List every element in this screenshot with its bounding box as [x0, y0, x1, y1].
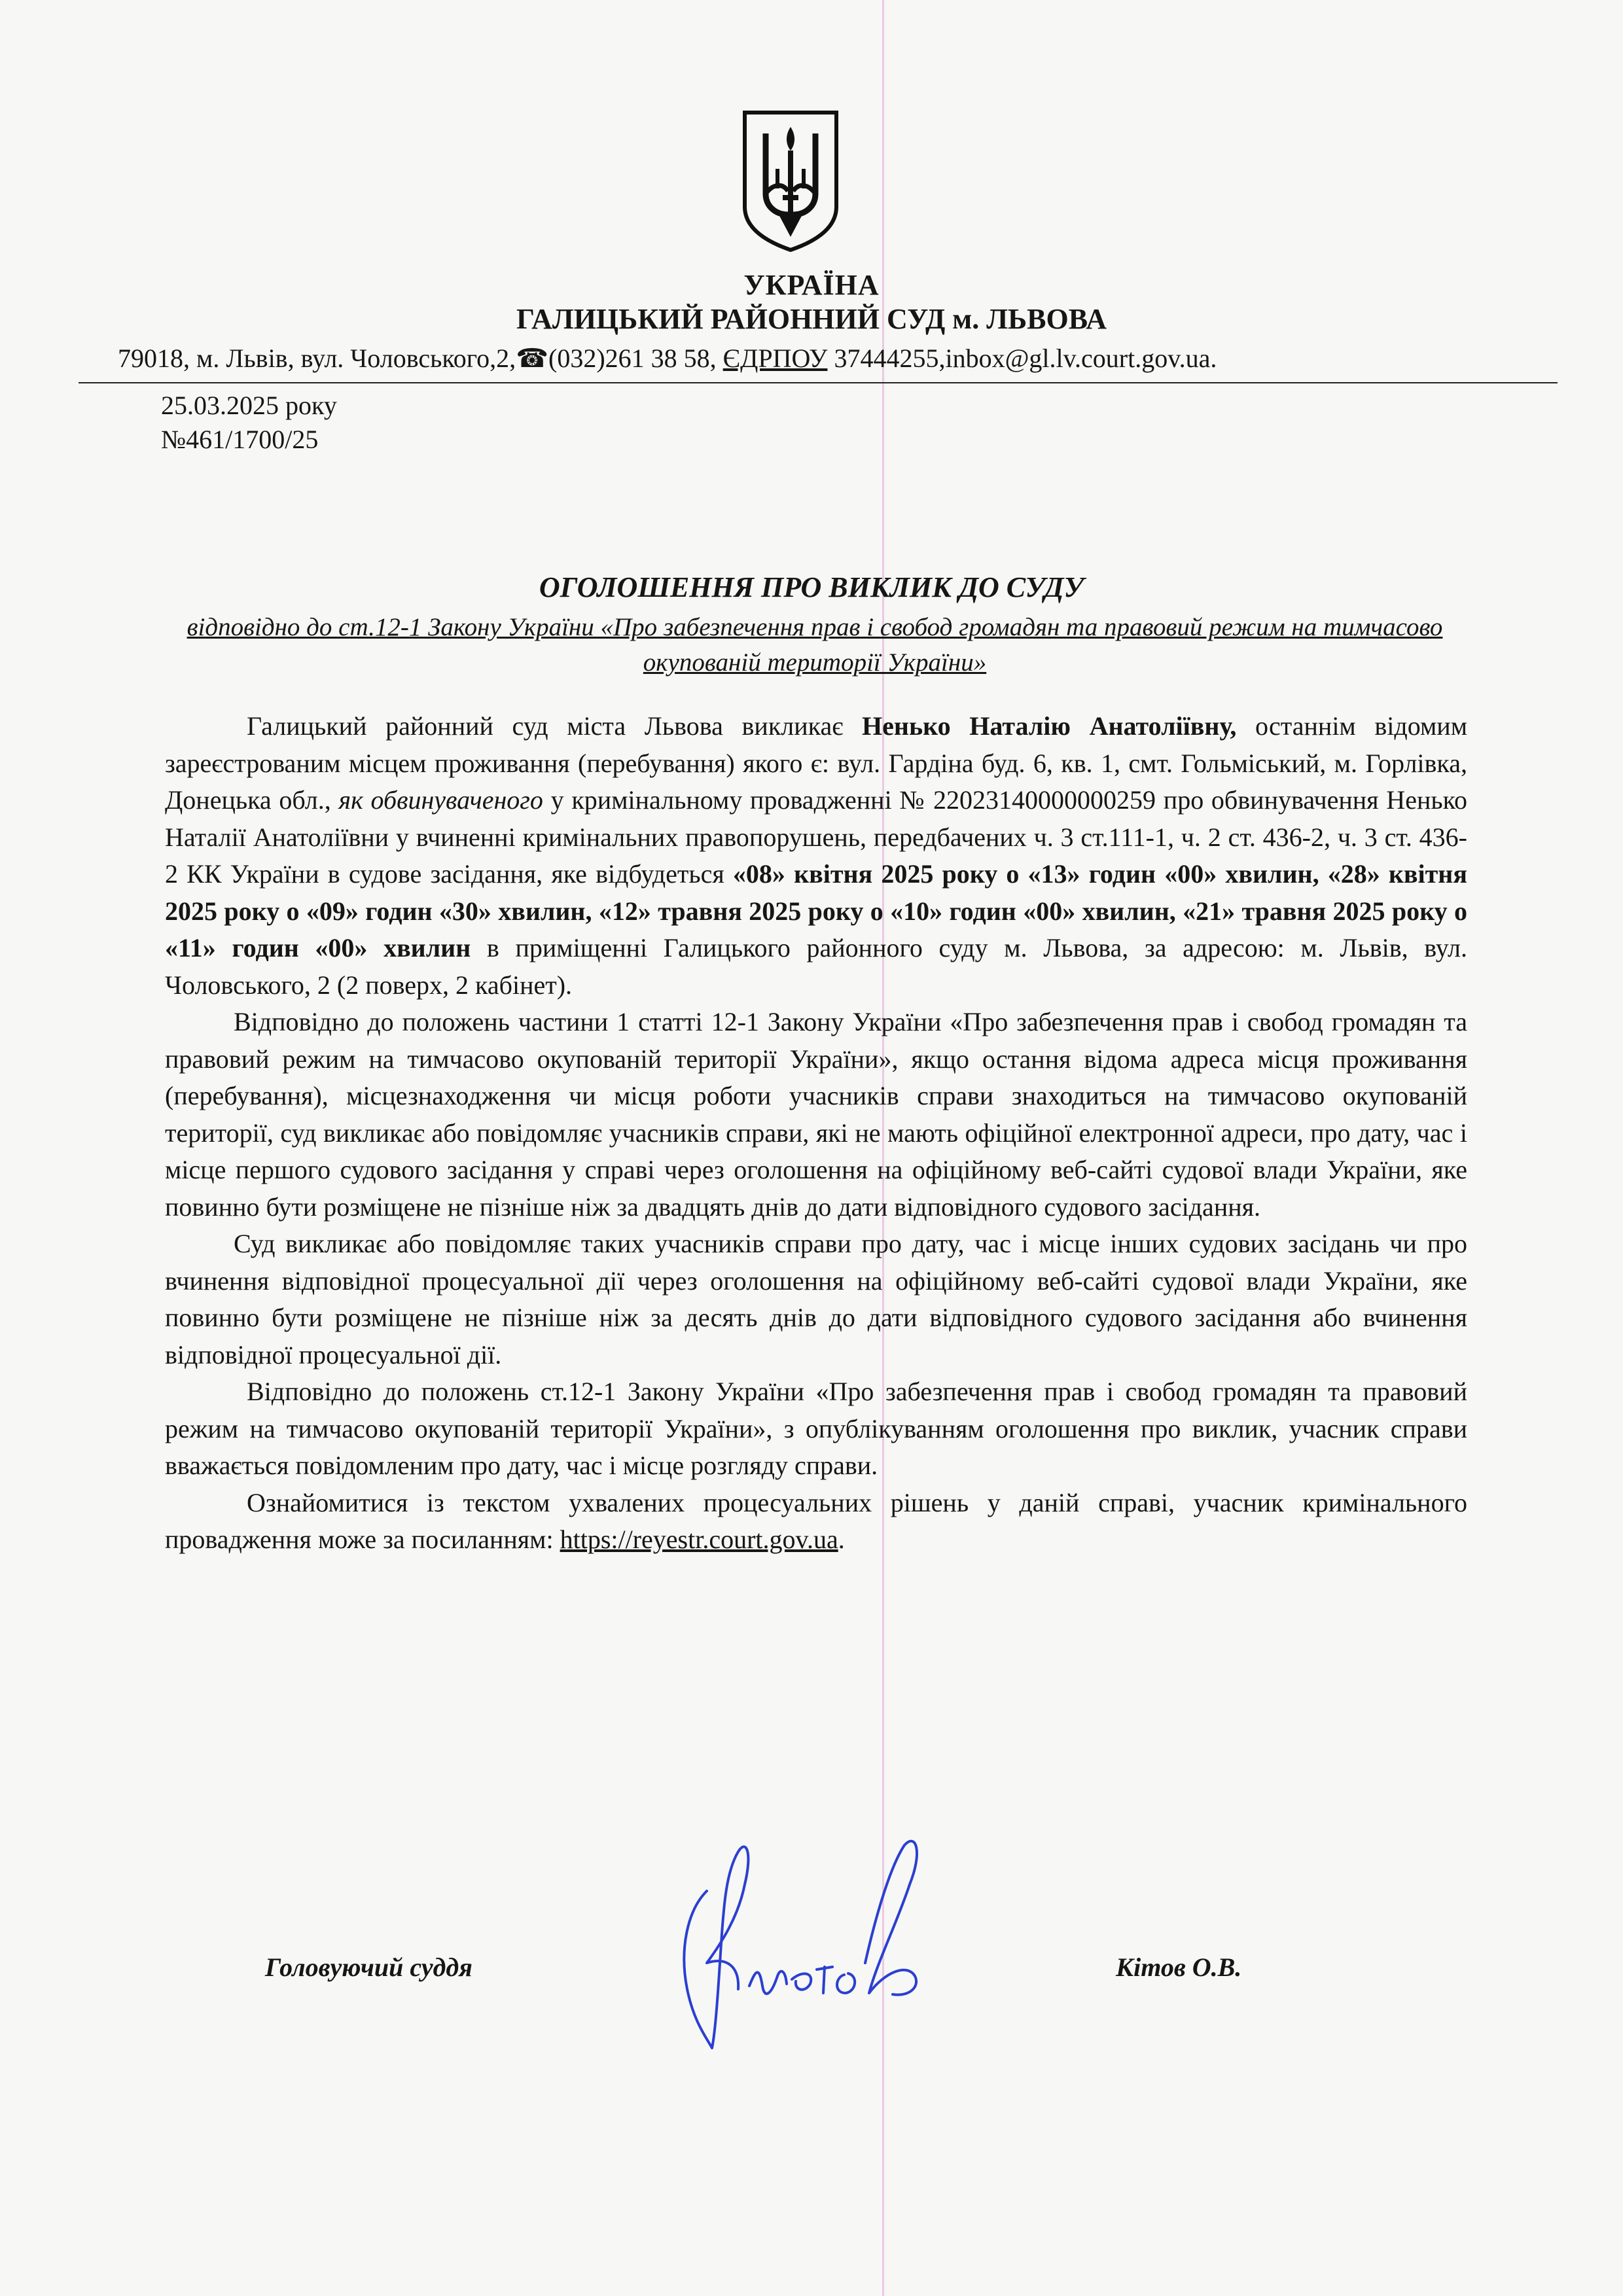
paragraph-text: у кримінальному провадженні № 22023140000000259 про обвинувачення Ненько Наталії Анатоліївни у вчиненні кримінальних правопорушень, передбачених ч. 3 ст.111-1, ч. 2 ст. 436-2, ч. 3 ст. 436-2 КК України в судове засідання, яке відбудеться — [165, 785, 1467, 889]
paragraph-text: Галицький районний суд міста Львова викликає — [247, 711, 863, 741]
document-title: ОГОЛОШЕННЯ ПРО ВИКЛИК ДО СУДУ — [539, 571, 1084, 603]
paragraph-text: . — [838, 1525, 845, 1554]
hearing-dates: «08» квітня 2025 року о «13» годин «00» хвилин, «28» квітня 2025 року о «09» годин «30» хвилин, «12» травня 2025 року о «10» годин «00» хвилин, «21» травня 2025 року о «11» годин «00» хвилин — [165, 859, 1467, 963]
edrpou-label: ЄДРПОУ — [722, 344, 828, 373]
document-body — [165, 708, 1467, 1559]
paragraph-register-link — [165, 1485, 1467, 1559]
register-link[interactable]: https://reyestr.court.gov.ua — [560, 1525, 838, 1554]
document-subtitle: відповідно до ст.12-1 Закону України «Про забезпечення прав і свобод громадян та правовий режим на тимчасово окупованій території України» — [187, 613, 1443, 677]
registration-number: №461/1700/25 — [161, 425, 319, 454]
handwritten-signature — [661, 1812, 962, 2055]
judge-name: Кітов О.В. — [1116, 1952, 1242, 1982]
coat-of-arms-icon — [740, 110, 842, 253]
signature-label: Головуючий суддя — [265, 1952, 473, 1982]
court-heading: ГАЛИЦЬКИЙ РАЙОННИЙ СУД м. ЛЬВОВА — [516, 303, 1107, 335]
country-heading: УКРАЇНА — [743, 269, 880, 301]
paragraph-summons — [165, 708, 1467, 1004]
address-text: 79018, м. Львів, вул. Чоловського,2, — [118, 344, 516, 373]
role-text: як обвинуваченого — [338, 785, 543, 815]
paragraph-text: останнім відомим зареєстрованим місцем проживання (перебування) якого є: вул. Гардіна буд. 6, кв. 1, смт. Гольміський, м. Горлівка, Донецька обл., — [165, 711, 1468, 815]
paragraph-text: Ознайомитися із текстом ухвалених процесуальних рішень у даній справі, учасник кримінального провадження може за посиланням: — [165, 1487, 1467, 1554]
edrpou-email: 37444255,inbox@gl.lv.court.gov.ua. — [827, 344, 1217, 373]
header-divider — [79, 382, 1558, 383]
paragraph-law-first-hearing: Відповідно до положень частини 1 статті 12-1 Закону України «Про забезпечення прав і свобод громадян та правовий режим на тимчасово окупованій території України», якщо остання відома адреса місця проживання (перебування), місцезнаходження чи місця роботи учасників справи знаходиться на тимчасово окупованій території, суд викликає або повідомляє учасників справи, які не мають офіційної електронної адреси, про дату, час і місце першого судового засідання у справі через оголошення на офіційному веб-сайті судової влади України, яке повинно бути розміщене не пізніше ніж за двадцять днів до дати відповідного судового засідання. — [165, 1007, 1467, 1222]
defendant-name: Ненько Наталію Анатоліївну, — [862, 711, 1237, 741]
phone-number: (032)261 38 58, — [548, 344, 723, 373]
court-address — [118, 343, 1558, 374]
paragraph-text: в приміщенні Галицького районного суду м. Львова, за адресою: м. Львів, вул. Чоловського, 2 (2 поверх, 2 кабінет). — [165, 933, 1467, 1000]
document-date: 25.03.2025 року — [161, 391, 337, 420]
paragraph-notice-effect: Відповідно до положень ст.12-1 Закону України «Про забезпечення прав і свобод громадян та правовий режим на тимчасово окупованій території України», з опублікуванням оголошення про виклик, учасник справи вважається повідомленим про дату, час і місце розгляду справи. — [165, 1377, 1467, 1480]
telephone-icon: ☎ — [516, 344, 549, 373]
paragraph-law-other-hearings: Суд викликає або повідомляє таких учасників справи про дату, час і місце інших судових засідань чи про вчинення відповідної процесуальної дії через оголошення на офіційному веб-сайті судової влади України, яке повинно бути розміщене не пізніше ніж за десять днів до дати відповідного судового засідання або вчинення відповідної процесуальної дії. — [165, 1229, 1467, 1369]
